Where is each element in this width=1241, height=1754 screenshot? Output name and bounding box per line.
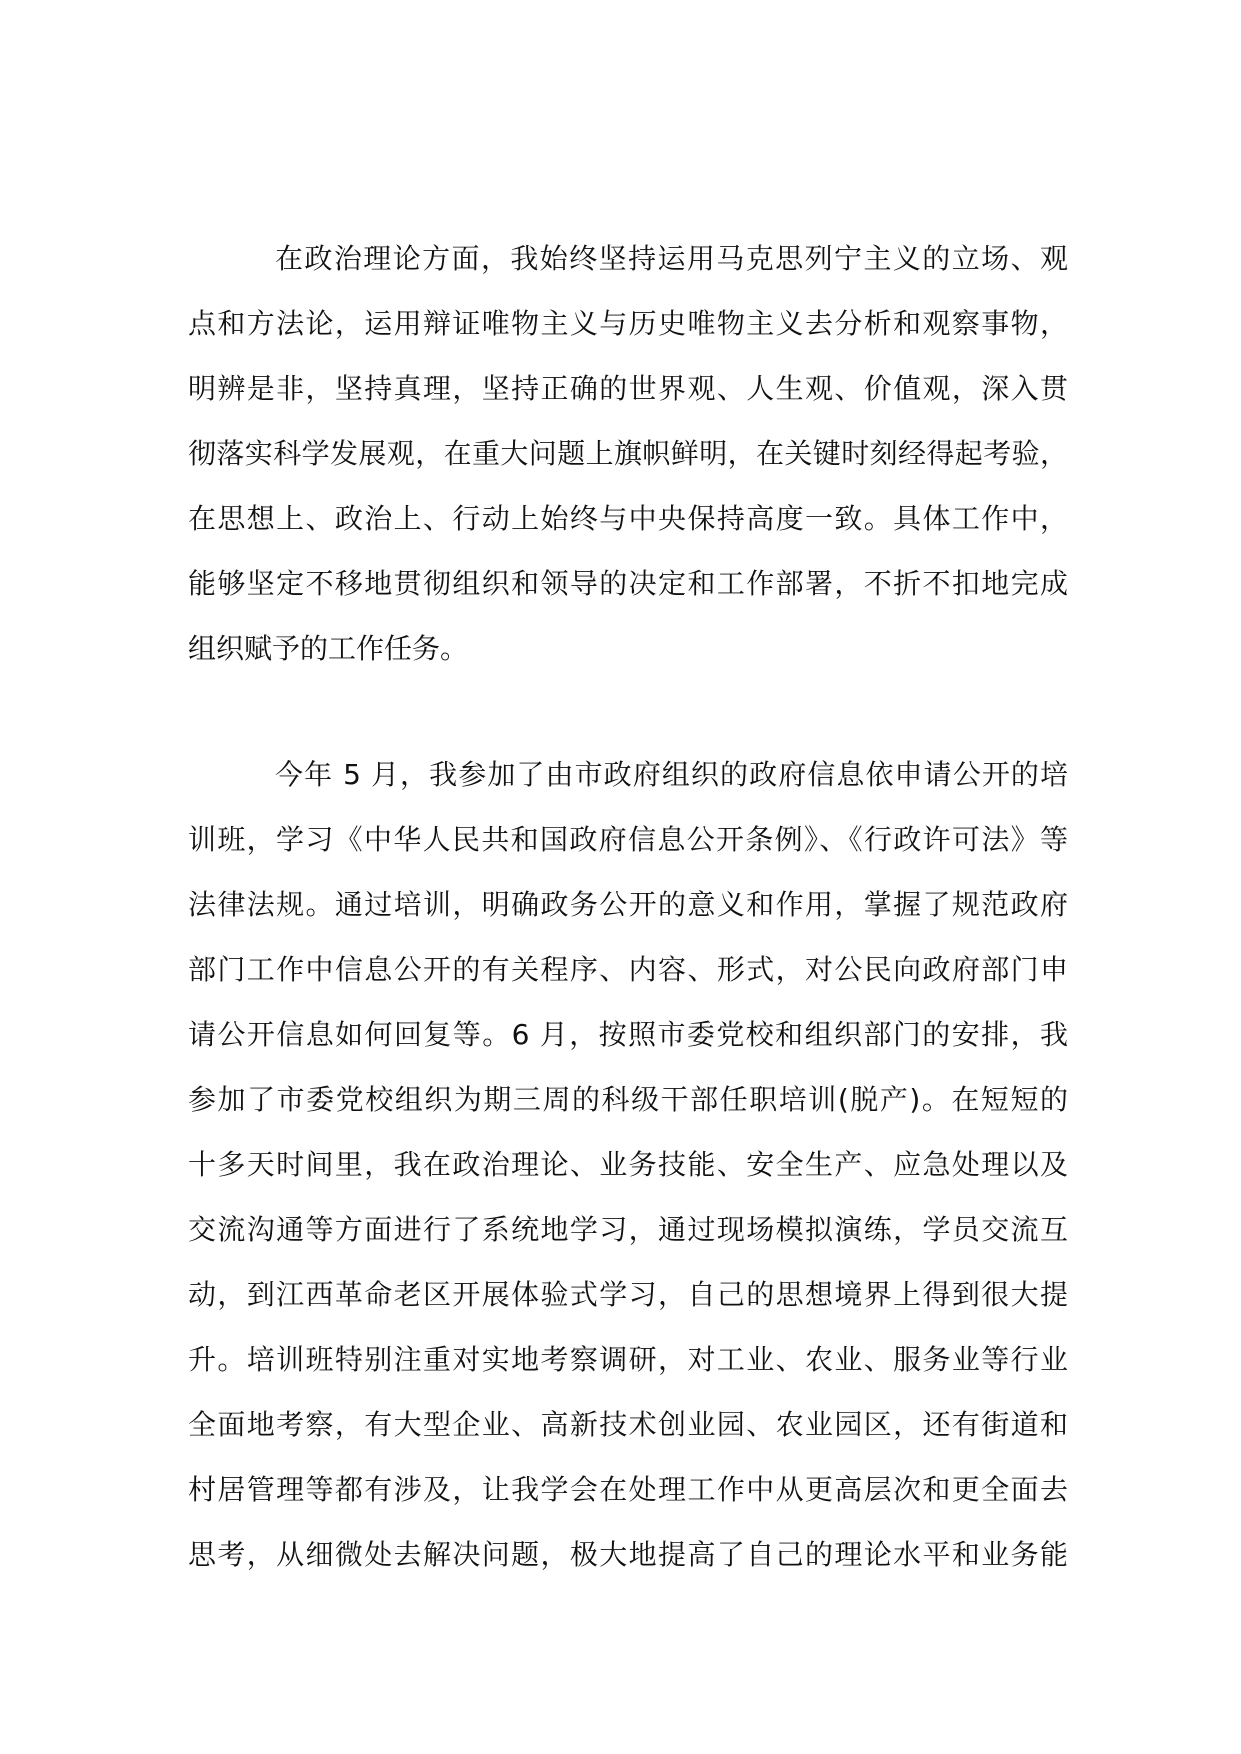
paragraph-political-theory <box>188 226 1068 681</box>
paragraph-line: 今年 5 月，我参加了由市政府组织的政府信息依申请公开的培 <box>275 758 1068 791</box>
paragraph-line: 村居管理等都有涉及，让我学会在处理工作中从更高层次和更全面去 <box>188 1473 1068 1506</box>
paragraph-line: 十多天时间里，我在政治理论、业务技能、安全生产、应急处理以及 <box>188 1148 1068 1181</box>
paragraph-line: 明辨是非，坚持真理，坚持正确的世界观、人生观、价值观，深入贯 <box>188 372 1068 405</box>
paragraph-line: 部门工作中信息公开的有关程序、内容、形式，对公民向政府部门申 <box>188 953 1068 986</box>
paragraph-line: 组织赋予的工作任务。 <box>188 632 469 665</box>
paragraph-line: 彻落实科学发展观，在重大问题上旗帜鲜明，在关键时刻经得起考验， <box>188 437 1068 470</box>
paragraph-line: 动，到江西革命老区开展体验式学习，自己的思想境界上得到很大提 <box>188 1278 1068 1311</box>
paragraph-training <box>188 742 1068 1587</box>
paragraph-line: 思考，从细微处去解决问题，极大地提高了自己的理论水平和业务能 <box>188 1538 1068 1571</box>
paragraph-line: 参加了市委党校组织为期三周的科级干部任职培训(脱产)。在短短的 <box>188 1083 1068 1116</box>
paragraph-line: 交流沟通等方面进行了系统地学习，通过现场模拟演练，学员交流互 <box>188 1213 1068 1246</box>
paragraph-line: 全面地考察，有大型企业、高新技术创业园、农业园区，还有街道和 <box>188 1408 1068 1441</box>
paragraph-line: 点和方法论，运用辩证唯物主义与历史唯物主义去分析和观察事物， <box>188 307 1068 340</box>
paragraph-line: 法律法规。通过培训，明确政务公开的意义和作用，掌握了规范政府 <box>188 888 1068 921</box>
paragraph-line: 在政治理论方面，我始终坚持运用马克思列宁主义的立场、观 <box>275 242 1068 275</box>
paragraph-line: 在思想上、政治上、行动上始终与中央保持高度一致。具体工作中， <box>188 502 1068 535</box>
paragraph-line: 训班，学习《中华人民共和国政府信息公开条例》、《行政许可法》等 <box>188 823 1068 856</box>
paragraph-line: 升。培训班特别注重对实地考察调研，对工业、农业、服务业等行业 <box>188 1343 1068 1376</box>
paragraph-line: 能够坚定不移地贯彻组织和领导的决定和工作部署，不折不扣地完成 <box>188 567 1068 600</box>
paragraph-line: 请公开信息如何回复等。6 月，按照市委党校和组织部门的安排，我 <box>188 1018 1068 1051</box>
